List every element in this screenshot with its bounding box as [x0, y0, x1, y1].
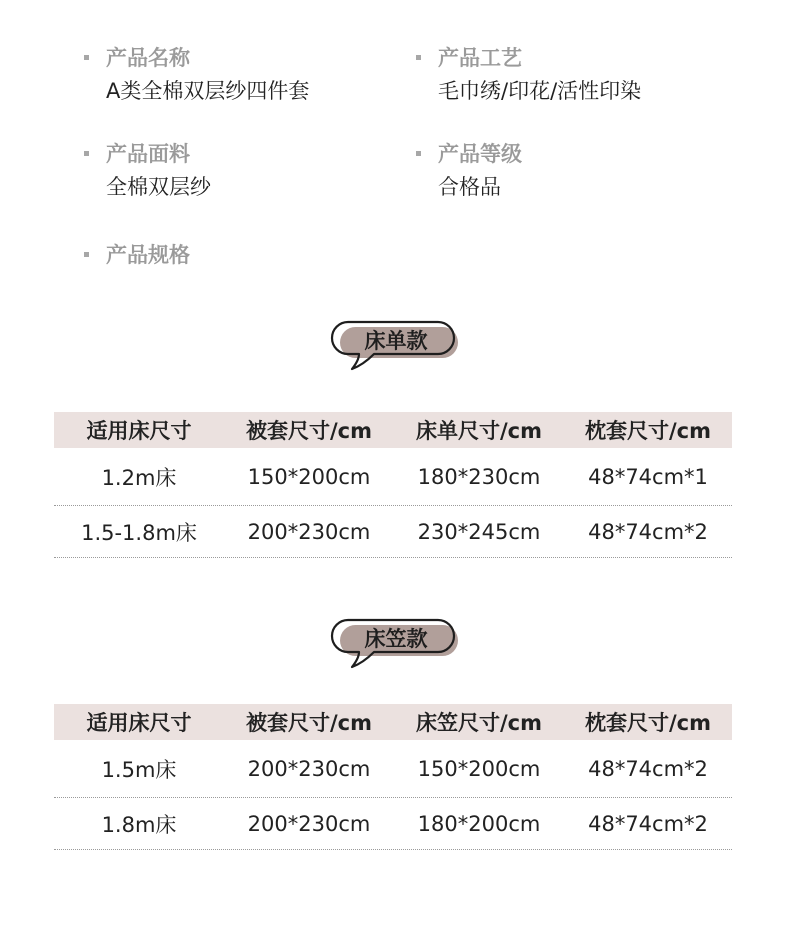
spec-value: A类全棉双层纱四件套 [106, 79, 310, 103]
table-cell: 1.5-1.8m床 [81, 520, 197, 545]
bullet-icon [84, 55, 89, 60]
table-row [54, 448, 732, 506]
section-title-text: 床单款 [364, 329, 428, 353]
header-cell: 适用床尺寸 [86, 711, 192, 735]
header-cell: 床单尺寸/cm [416, 419, 542, 443]
header-cell: 被套尺寸/cm [246, 711, 372, 735]
table-cell: 150*200cm [247, 464, 371, 489]
spec-label: 产品名称 [106, 46, 190, 70]
header-cell: 枕套尺寸/cm [585, 419, 711, 443]
spec-label: 产品面料 [106, 142, 190, 166]
table-cell: 150*200cm [417, 756, 541, 781]
bullet-icon [416, 55, 421, 60]
table-cell: 200*230cm [247, 811, 371, 836]
bullet-icon [84, 151, 89, 156]
size-table-bedsheet [54, 412, 732, 558]
spec-label: 产品规格 [106, 243, 190, 267]
table-cell: 48*74cm*2 [588, 811, 708, 836]
bullet-icon [416, 151, 421, 156]
header-cell: 枕套尺寸/cm [585, 711, 711, 735]
table-cell: 48*74cm*2 [588, 519, 708, 544]
spec-value: 合格品 [438, 175, 501, 199]
table-cell: 200*230cm [247, 519, 371, 544]
table-cell: 230*245cm [417, 519, 541, 544]
table-cell: 1.8m床 [101, 812, 177, 837]
table-cell: 1.5m床 [101, 757, 177, 782]
bullet-icon [84, 252, 89, 257]
table-header [54, 412, 732, 448]
spec-value: 毛巾绣/印花/活性印染 [438, 79, 642, 103]
section-title-fitted [330, 618, 462, 670]
table-cell: 180*200cm [417, 811, 541, 836]
table-cell: 48*74cm*2 [588, 756, 708, 781]
spec-label: 产品等级 [438, 142, 522, 166]
table-row [54, 506, 732, 558]
header-cell: 被套尺寸/cm [246, 419, 372, 443]
spec-value: 全棉双层纱 [106, 175, 211, 199]
section-title-text: 床笠款 [364, 627, 428, 651]
table-header [54, 704, 732, 740]
header-cell: 床笠尺寸/cm [416, 711, 542, 735]
spec-label: 产品工艺 [438, 46, 522, 70]
size-table-fitted [54, 704, 732, 850]
header-cell: 适用床尺寸 [86, 419, 192, 443]
section-title-bedsheet [330, 320, 462, 372]
table-cell: 48*74cm*1 [588, 464, 708, 489]
table-cell: 200*230cm [247, 756, 371, 781]
table-row [54, 798, 732, 850]
table-cell: 180*230cm [417, 464, 541, 489]
table-row [54, 740, 732, 798]
table-cell: 1.2m床 [101, 465, 177, 490]
